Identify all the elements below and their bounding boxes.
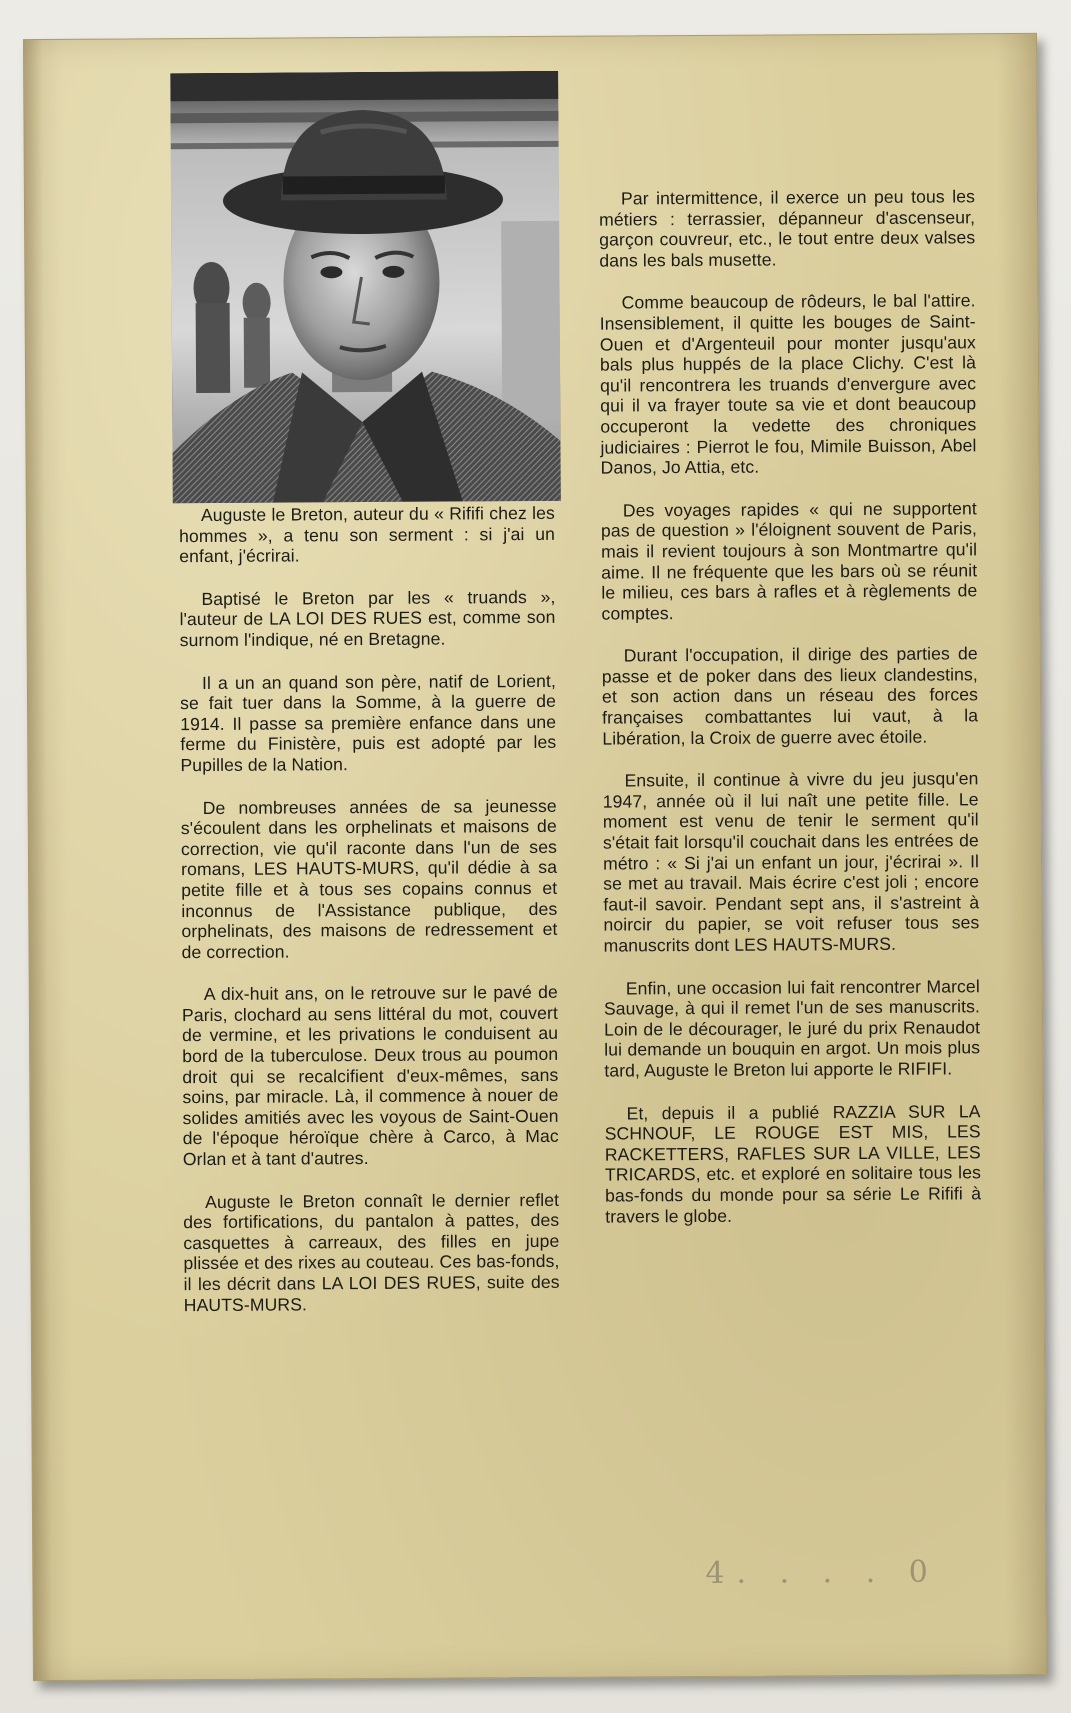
- text-column-left: [179, 503, 560, 1337]
- book-back-cover: [23, 33, 1047, 1681]
- paragraph: Et, depuis il a publié RAZZIA SUR LA SCHNOUF, LE ROUGE EST MIS, LES RACKETTERS, RAFLES SUR LA VILLE, LES TRICARDS, etc. et exploré en solitaire tous les bas-fonds du monde pour sa série Le Rififi à travers le globe.: [604, 1100, 982, 1227]
- paragraph: Des voyages rapides « qui ne supportent pas de question » l'éloignent souvent de Paris, mais il revient toujours à son Montmartre qu'il aime. Il ne fréquente que les bars où se réunit le milieu, ces bars à rafles et à règlements de comptes.: [600, 498, 978, 624]
- paragraph: Durant l'occupation, il dirige des parties de passe et de poker dans des lieux clandestins, et son action dans un réseau des forces françaises combattantes lui vaut, à la Libération, la Croix de guerre avec étoile.: [601, 643, 979, 749]
- paragraph: Auguste le Breton, auteur du « Rififi chez les hommes », a tenu son serment : si j'ai un enfant, j'écrirai.: [178, 502, 556, 567]
- portrait-illustration: [170, 71, 561, 503]
- paragraph: A dix-huit ans, on le retrouve sur le pavé de Paris, clochard au sens littéral du mot, couvert de vermine, et les privations le conduisent au bord de la tuberculose. Deux trous au poumon droit qui se recalcifient d'eux-mêmes, sans soins, par miracle. Là, il commence à nouer de solides amitiés avec les voyous de Saint-Ouen de l'époque héroïque chère à Carco, à Mac Orlan et à tant d'autres.: [181, 982, 559, 1170]
- paragraph: Ensuite, il continue à vivre du jeu jusqu'en 1947, année où il lui naît une petite fille. Le moment est venu de tenir le serment qu'il s'était fait lorsqu'il couchait dans les entrées de métro : « Si j'ai un enfant un jour, j'écrirai ». Il se met au travail. Mais écrire c'est joli ; encore faut-il savoir. Pendant sept ans, il s'astreint à noircir du papier, se voit refuser tous ses manuscrits dont LES HAUTS-MURS.: [602, 768, 980, 956]
- paragraph: Enfin, une occasion lui fait rencontrer Marcel Sauvage, à qui il remet l'un de ses manuscrits. Loin de le décourager, le juré du prix Renaudot lui demande un bouquin en argot. Un mois plus tard, Auguste le Breton lui apporte le RIFIFI.: [603, 975, 981, 1081]
- paragraph: Il a un an quand son père, natif de Lorient, se fait tuer dans la Somme, à la guerre de 1914. Il passe sa première enfance dans une ferme du Finistère, puis est adopté par les Pupilles de la Nation.: [179, 670, 557, 776]
- paragraph: Baptisé le Breton par les « truands », l'auteur de LA LOI DES RUES est, comme son surnom l'indique, né en Bretagne.: [179, 586, 556, 651]
- paragraph: Comme beaucoup de rôdeurs, le bal l'attire. Insensiblement, il quitte les bouges de Saint-Ouen et d'Argenteuil pour monter jusqu'aux bals plus huppés de la place Clichy. C'est là qu'il rencontrera les truands d'envergure avec qui il va frayer toute sa vie et dont beaucoup occuperont la vedette des chroniques judiciaires : Pierrot le fou, Mimile Buisson, Abel Danos, Jo Attia, etc.: [599, 290, 977, 478]
- pencil-price-mark: 4. . . . 0: [705, 1554, 940, 1591]
- author-portrait-photo: [170, 71, 561, 503]
- paragraph: Par intermittence, il exerce un peu tous les métiers : terrassier, dépanneur d'ascenseur, garçon couvreur, etc., le tout entre deux valses dans les bals musette.: [599, 186, 976, 271]
- paragraph: De nombreuses années de sa jeunesse s'écoulent dans les orphelinats et maisons de correction, vie qu'il raconte dans l'un de ses romans, LES HAUTS-MURS, qu'il dédie à sa petite fille et à tous ses copains connus et inconnus de l'Assistance publique, des orphelinats, des maisons de redressement et de correction.: [180, 795, 558, 962]
- text-column-right: [599, 186, 981, 1248]
- paragraph: Auguste le Breton connaît le dernier reflet des fortifications, du pantalon à pattes, des casquettes à carreaux, des filles en jupe plissée et des rixes au couteau. Ces bas-fonds, il les décrit dans LA LOI DES RUES, suite des HAUTS-MURS.: [183, 1189, 560, 1315]
- cover-edge-wear: [24, 40, 52, 1680]
